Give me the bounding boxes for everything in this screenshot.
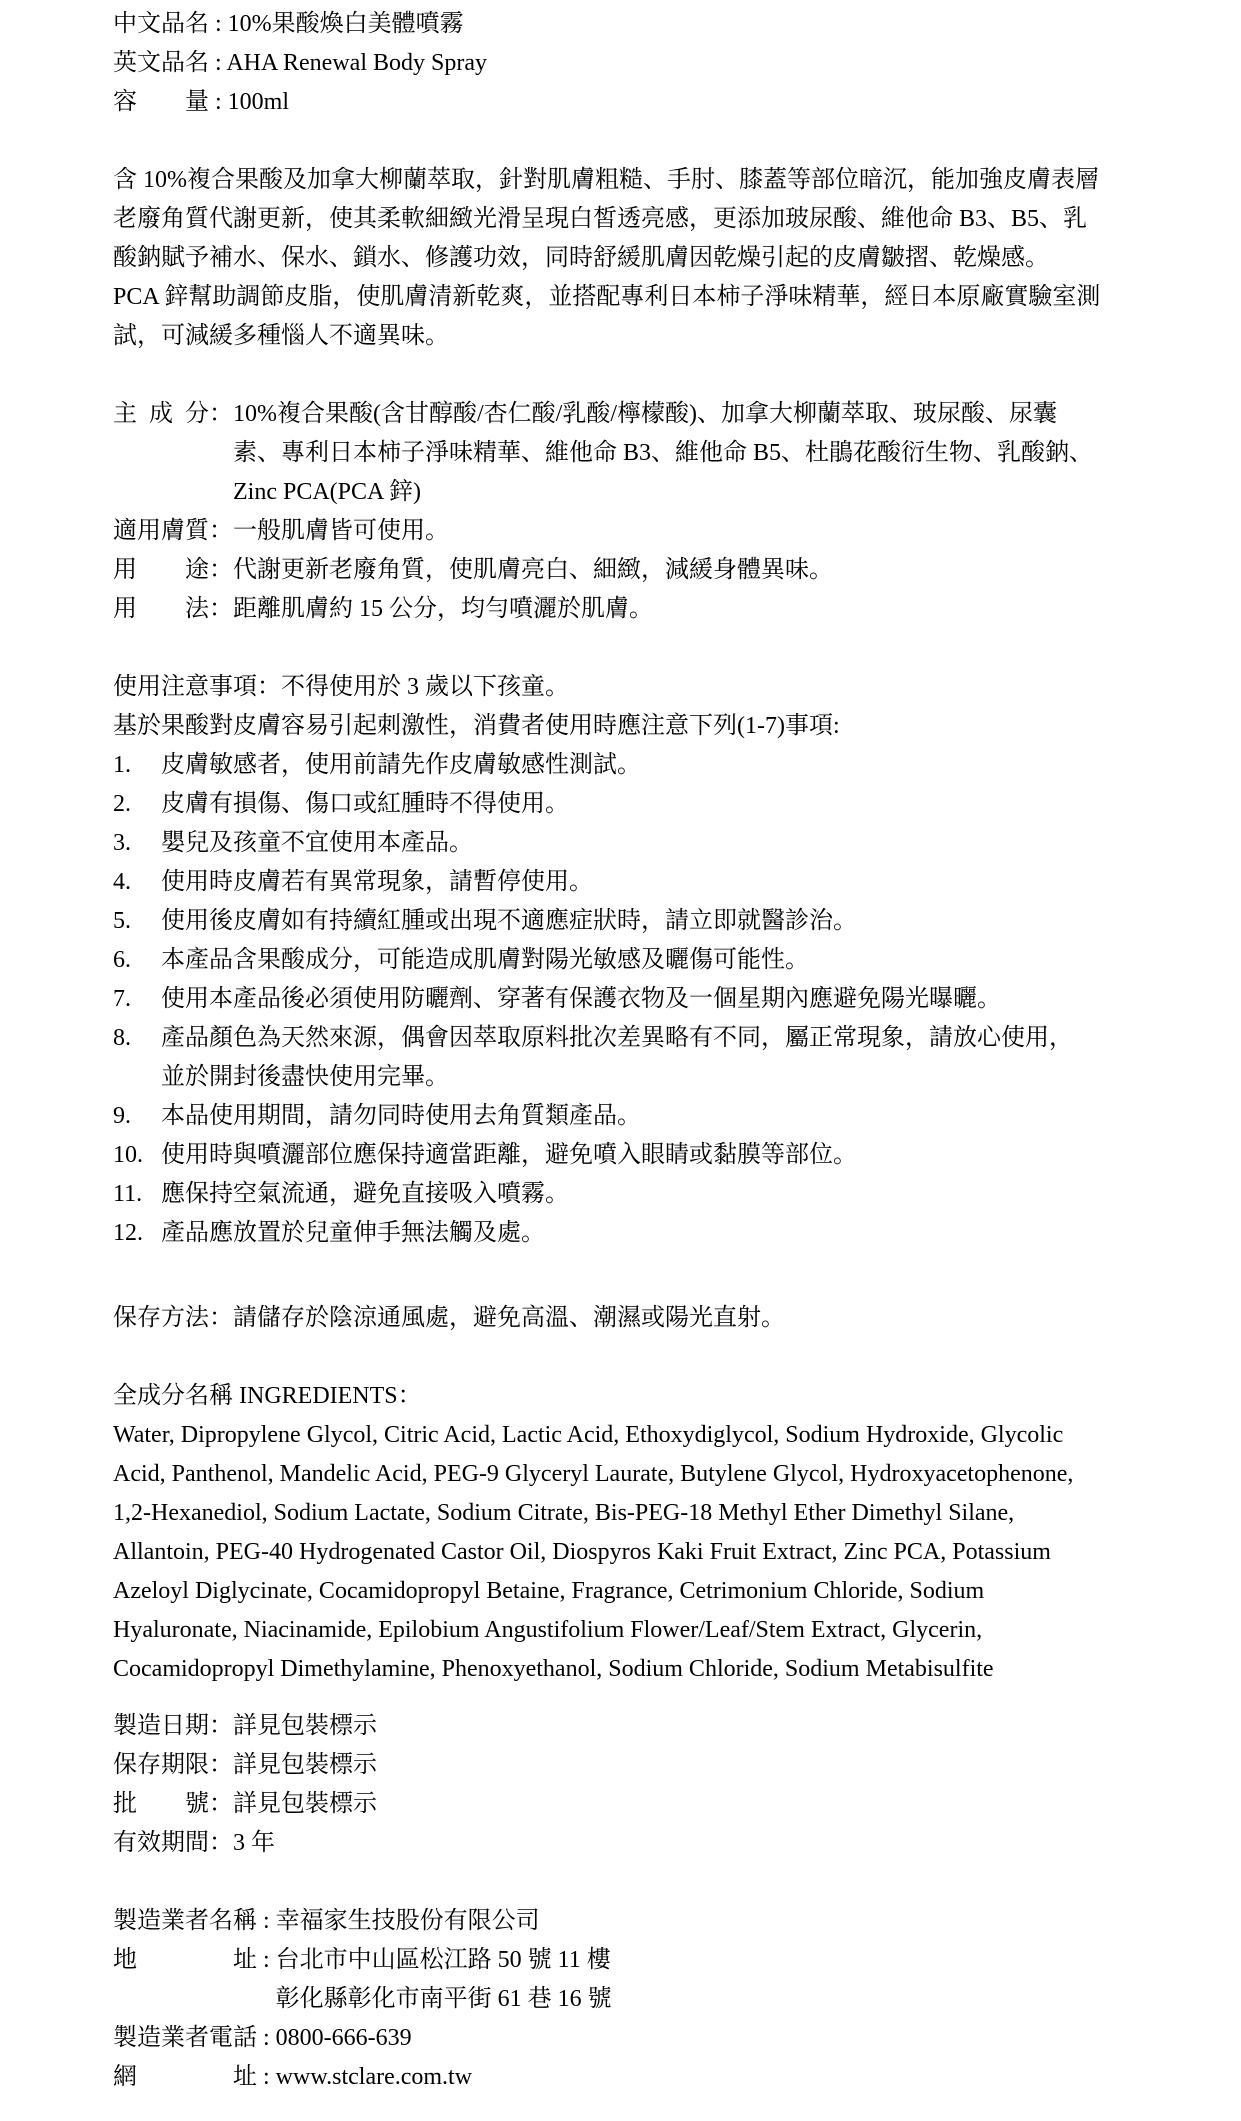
field-separator: ： [209, 401, 233, 427]
description-line: 老廢角質代謝更新，使其柔軟細緻光滑呈現白皙透亮感，更添加玻尿酸、維他命 B3、B5、乳 [113, 206, 1088, 232]
field-label: 保存方法 [113, 1305, 209, 1331]
manufacturer-section [113, 1902, 1181, 2097]
precaution-item [113, 1175, 1181, 1214]
ingredients-line: Allantoin, PEG-40 Hydrogenated Castor Oil, Diospyros Kaki Fruit Extract, Zinc PCA, Potassium [113, 1539, 1051, 1565]
main-ingredients-line: Zinc PCA(PCA 鋅) [233, 479, 422, 505]
website-value: www.stclare.com.tw [275, 2064, 473, 2090]
field-label: 主 成 分 [113, 401, 209, 427]
field-separator: ： [209, 1752, 233, 1778]
field-label: 有效期間 [113, 1830, 209, 1856]
description-line: 酸鈉賦予補水、保水、鎖水、修護功效，同時舒緩肌膚因乾燥引起的皮膚皺摺、乾燥感。 [113, 245, 1049, 271]
skin-type-value: 一般肌膚皆可使用。 [233, 518, 449, 544]
phone-value: 0800-666-639 [275, 2025, 412, 2051]
item-number: 3. [113, 830, 131, 856]
storage-value: 請儲存於陰涼通風處，避免高溫、潮濕或陽光直射。 [233, 1305, 785, 1331]
address-line: 彰化縣彰化市南平街 61 巷 16 號 [275, 1986, 612, 2012]
precaution-item [113, 1214, 1181, 1253]
field-separator: ： [209, 1830, 233, 1856]
field-label-wrap [113, 1941, 276, 2019]
item-number: 5. [113, 908, 131, 934]
field-row-address [113, 1941, 1181, 2019]
field-separator: : [257, 1908, 276, 1934]
field-label: 中文品名 [113, 11, 209, 37]
field-row-skin-type [113, 512, 1181, 551]
field-separator: : [257, 2025, 276, 2051]
field-row-batch [113, 1785, 1181, 1824]
field-separator: ： [209, 518, 233, 544]
field-row-manufacturer-name [113, 1902, 1181, 1941]
precaution-item [113, 980, 1181, 1019]
field-label: 製造日期 [113, 1713, 209, 1739]
field-row-shelf-life [113, 1824, 1181, 1863]
shelf-life-value: 3 年 [233, 1830, 275, 1856]
item-number: 1. [113, 752, 131, 778]
precaution-item [113, 1019, 1181, 1097]
field-separator: ： [209, 596, 233, 622]
mfg-date-value: 詳見包裝標示 [233, 1713, 377, 1739]
field-row-chinese-name [113, 5, 1181, 44]
ingredients-title: 全成分名稱 INGREDIENTS： [113, 1383, 422, 1409]
field-label: 用 法 [113, 596, 209, 622]
purpose-value: 代謝更新老廢角質，使肌膚亮白、細緻，減緩身體異味。 [233, 557, 833, 583]
field-label-wrap [113, 1902, 276, 1941]
field-separator: ： [209, 1791, 233, 1817]
item-text: 本品使用期間，請勿同時使用去角質類產品。 [161, 1103, 641, 1129]
product-header [113, 5, 1181, 122]
field-row-purpose [113, 551, 1181, 590]
field-label: 容 量 [113, 89, 209, 115]
field-separator: : [209, 11, 228, 37]
item-text: 使用本產品後必須使用防曬劑、穿著有保護衣物及一個星期內應避免陽光曝曬。 [161, 986, 1001, 1012]
description-line: 試，可減緩多種惱人不適異味。 [113, 323, 449, 349]
precaution-item [113, 941, 1181, 980]
field-separator: : [209, 50, 227, 76]
address-line: 台北市中山區松江路 50 號 11 樓 [275, 1947, 611, 1973]
main-ingredients-line: 10%複合果酸(含甘醇酸/杏仁酸/乳酸/檸檬酸)、加拿大柳蘭萃取、玻尿酸、尿囊 [233, 401, 1057, 427]
manufacturer-name-value: 幸福家生技股份有限公司 [275, 1908, 540, 1934]
item-number: 7. [113, 986, 131, 1012]
item-text: 本產品含果酸成分，可能造成肌膚對陽光敏感及曬傷可能性。 [161, 947, 809, 973]
item-text: 產品應放置於兒童伸手無法觸及處。 [161, 1220, 545, 1246]
field-row-website [113, 2058, 1181, 2097]
field-separator: : [257, 2064, 276, 2090]
ingredients-line: Acid, Panthenol, Mandelic Acid, PEG-9 Glyceryl Laurate, Butylene Glycol, Hydroxyacetophenone, [113, 1461, 1074, 1487]
field-row-directions [113, 590, 1181, 629]
precaution-item [113, 824, 1181, 863]
item-number: 9. [113, 1103, 131, 1129]
main-ingredients-line: 素、專利日本柿子淨味精華、維他命 B3、維他命 B5、杜鵑花酸衍生物、乳酸鈉、 [233, 440, 1094, 466]
field-label: 用 途 [113, 557, 209, 583]
expiry-value: 詳見包裝標示 [233, 1752, 377, 1778]
field-row-expiry [113, 1746, 1181, 1785]
item-text: 使用時與噴灑部位應保持適當距離，避免噴入眼睛或黏膜等部位。 [161, 1142, 857, 1168]
precaution-item [113, 746, 1181, 785]
precautions-section [113, 668, 1181, 1253]
product-name-zh: 10%果酸煥白美體噴霧 [227, 11, 464, 37]
field-separator: : [209, 89, 228, 115]
precaution-item [113, 902, 1181, 941]
item-text: 使用時皮膚若有異常現象，請暫停使用。 [161, 869, 593, 895]
field-row-english-name [113, 44, 1181, 83]
field-label-wrap [113, 395, 233, 512]
precautions-intro: 基於果酸對皮膚容易引起刺激性，消費者使用時應注意下列(1-7)事項: [113, 713, 840, 739]
main-ingredients [113, 395, 1181, 512]
field-separator: : [257, 1947, 276, 1973]
field-label: 製造業者電話 [113, 2025, 257, 2051]
item-text: 使用後皮膚如有持續紅腫或出現不適應症狀時，請立即就醫診治。 [161, 908, 857, 934]
field-label: 適用膚質 [113, 518, 209, 544]
field-label: 網 址 [113, 2064, 257, 2090]
field-label: 保存期限 [113, 1752, 209, 1778]
item-text: 嬰兒及孩童不宜使用本產品。 [161, 830, 473, 856]
field-label: 地 址 [113, 1947, 257, 1973]
field-separator: ： [209, 1305, 233, 1331]
item-number: 10. [113, 1142, 143, 1168]
item-number: 8. [113, 1025, 131, 1051]
field-row-storage [113, 1299, 1181, 1338]
field-label-wrap [113, 2019, 276, 2058]
batch-value: 詳見包裝標示 [233, 1791, 377, 1817]
meta-section [113, 1707, 1181, 1863]
main-ingredients-text [233, 395, 1181, 512]
field-separator: ： [209, 557, 233, 583]
ingredients-line: Water, Dipropylene Glycol, Citric Acid, Lactic Acid, Ethoxydiglycol, Sodium Hydroxide, Glycolic [113, 1422, 1064, 1448]
item-text: 並於開封後盡快使用完畢。 [161, 1064, 449, 1090]
item-text: 產品顏色為天然來源，偶會因萃取原料批次差異略有不同，屬正常現象，請放心使用， [161, 1025, 1073, 1051]
field-row-phone [113, 2019, 1181, 2058]
ingredients-line: Hyaluronate, Niacinamide, Epilobium Angustifolium Flower/Leaf/Stem Extract, Glycerin, [113, 1617, 983, 1643]
field-separator: ： [209, 1713, 233, 1739]
description-line: 含 10%複合果酸及加拿大柳蘭萃取，針對肌膚粗糙、手肘、膝蓋等部位暗沉，能加強皮膚表層 [113, 167, 1099, 193]
ingredients-section [113, 1377, 1181, 1689]
product-volume: 100ml [227, 89, 290, 115]
item-text: 皮膚敏感者，使用前請先作皮膚敏感性測試。 [161, 752, 641, 778]
precaution-item [113, 1136, 1181, 1175]
description-line: PCA 鋅幫助調節皮脂，使肌膚清新乾爽，並搭配專利日本柿子淨味精華，經日本原廠實驗室測 [113, 284, 1101, 310]
ingredients-line: 1,2-Hexanediol, Sodium Lactate, Sodium Citrate, Bis-PEG-18 Methyl Ether Dimethyl Silane, [113, 1500, 1015, 1526]
item-number: 12. [113, 1220, 143, 1246]
storage-section [113, 1299, 1181, 1338]
product-name-en: AHA Renewal Body Spray [226, 50, 487, 76]
item-text: 應保持空氣流通，避免直接吸入噴霧。 [161, 1181, 569, 1207]
field-label-wrap [113, 2058, 276, 2097]
ingredients-line: Azeloyl Diglycinate, Cocamidopropyl Betaine, Fragrance, Cetrimonium Chloride, Sodium [113, 1578, 985, 1604]
directions-value: 距離肌膚約 15 公分，均勻噴灑於肌膚。 [233, 596, 653, 622]
product-description [113, 161, 1181, 356]
item-number: 6. [113, 947, 131, 973]
field-row-volume [113, 83, 1181, 122]
ingredients-line: Cocamidopropyl Dimethylamine, Phenoxyethanol, Sodium Chloride, Sodium Metabisulfite [113, 1656, 994, 1682]
field-label: 製造業者名稱 [113, 1908, 257, 1934]
precaution-item [113, 785, 1181, 824]
precaution-item [113, 863, 1181, 902]
field-label: 英文品名 [113, 50, 209, 76]
precaution-item [113, 1097, 1181, 1136]
precautions-title: 使用注意事項：不得使用於 3 歲以下孩童。 [113, 674, 569, 700]
item-text: 皮膚有損傷、傷口或紅腫時不得使用。 [161, 791, 569, 817]
item-number: 11. [113, 1181, 143, 1207]
field-label: 批 號 [113, 1791, 209, 1817]
composition-section [113, 395, 1181, 629]
item-number: 4. [113, 869, 131, 895]
item-number: 2. [113, 791, 131, 817]
field-row-mfg-date [113, 1707, 1181, 1746]
